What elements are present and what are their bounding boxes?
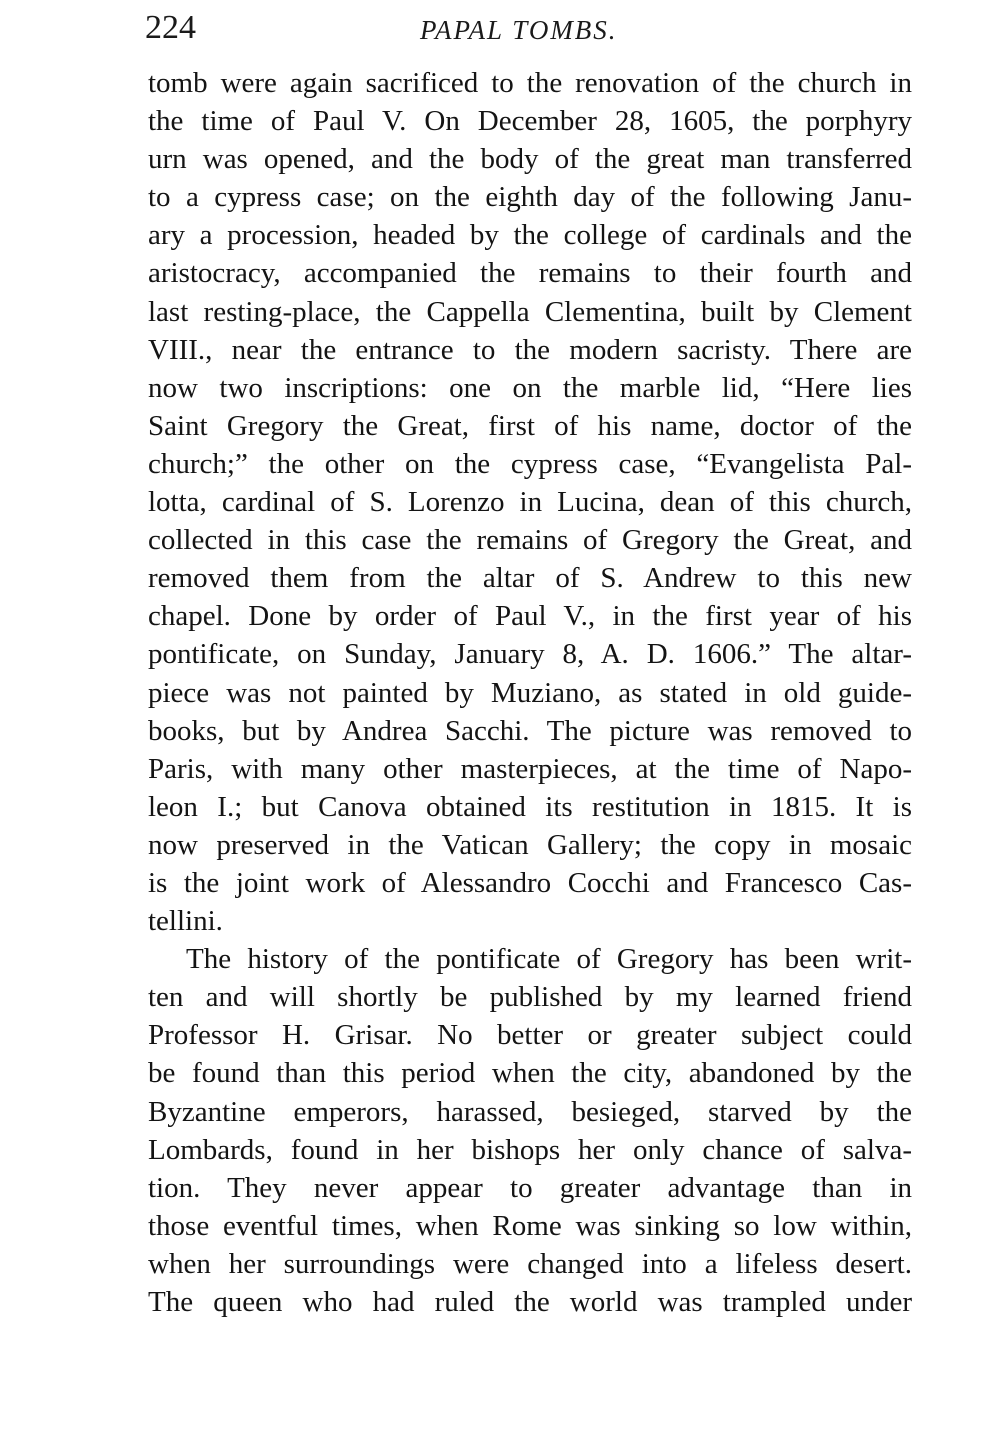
- text-line: tomb were again sacrificed to the renovation of the church in: [148, 67, 912, 99]
- page-number: 224: [145, 9, 196, 46]
- text-line: ary a procession, headed by the college of cardinals and the: [148, 219, 912, 252]
- text-line: tellini.: [148, 905, 223, 938]
- text-line: the time of Paul V. On December 28, 1605, the porphyry: [148, 105, 912, 138]
- text-line: Lombards, found in her bishops her only chance of salva-: [148, 1133, 912, 1166]
- text-line: aristocracy, accompanied the remains to their fourth and: [148, 257, 912, 290]
- text-line: chapel. Done by order of Paul V., in the first year of his: [148, 600, 912, 633]
- text-line: last resting-place, the Cappella Clementina, built by Clement: [148, 295, 912, 328]
- text-line: Paris, with many other masterpieces, at the time of Napo-: [148, 752, 912, 785]
- body-text: [148, 64, 912, 1321]
- text-line: urn was opened, and the body of the great man transferred: [148, 143, 912, 176]
- text-line: those eventful times, when Rome was sinking so low within,: [148, 1209, 912, 1242]
- text-line: Byzantine emperors, harassed, besieged, starved by the: [148, 1095, 912, 1128]
- text-line: pontificate, on Sunday, January 8, A. D. 1606.” The altar-: [148, 638, 912, 671]
- text-line: Saint Gregory the Great, first of his name, doctor of the: [148, 409, 912, 442]
- text-line: be found than this period when the city, abandoned by the: [148, 1057, 912, 1090]
- text-line: Professor H. Grisar. No better or greater subject could: [148, 1019, 912, 1052]
- text-line: piece was not painted by Muziano, as stated in old guide-: [148, 676, 912, 709]
- text-line: leon I.; but Canova obtained its restitution in 1815. It is: [148, 790, 912, 823]
- text-line: collected in this case the remains of Gregory the Great, and: [148, 524, 912, 557]
- text-line: The queen who had ruled the world was trampled under: [148, 1286, 912, 1318]
- text-line: ten and will shortly be published by my learned friend: [148, 981, 912, 1014]
- running-title: PAPAL TOMBS.: [420, 15, 618, 45]
- text-line: to a cypress case; on the eighth day of the following Janu-: [148, 181, 912, 214]
- text-line: now preserved in the Vatican Gallery; the copy in mosaic: [148, 828, 912, 861]
- text-line: tion. They never appear to greater advantage than in: [148, 1171, 912, 1204]
- text-line: VIII., near the entrance to the modern sacristy. There are: [148, 333, 912, 366]
- text-line: removed them from the altar of S. Andrew to this new: [148, 562, 912, 595]
- text-line: The history of the pontificate of Gregory has been writ-: [186, 943, 912, 976]
- text-line: when her surroundings were changed into a lifeless desert.: [148, 1247, 912, 1280]
- text-line: is the joint work of Alessandro Cocchi and Francesco Cas-: [148, 866, 912, 899]
- text-line: church;” the other on the cypress case, “Evangelista Pal-: [148, 447, 912, 480]
- text-line: books, but by Andrea Sacchi. The picture was removed to: [148, 714, 912, 747]
- paragraph-1: [148, 64, 912, 940]
- text-line: lotta, cardinal of S. Lorenzo in Lucina, dean of this church,: [148, 486, 912, 519]
- paragraph-2: [148, 940, 912, 1321]
- text-line: now two inscriptions: one on the marble lid, “Here lies: [148, 371, 912, 404]
